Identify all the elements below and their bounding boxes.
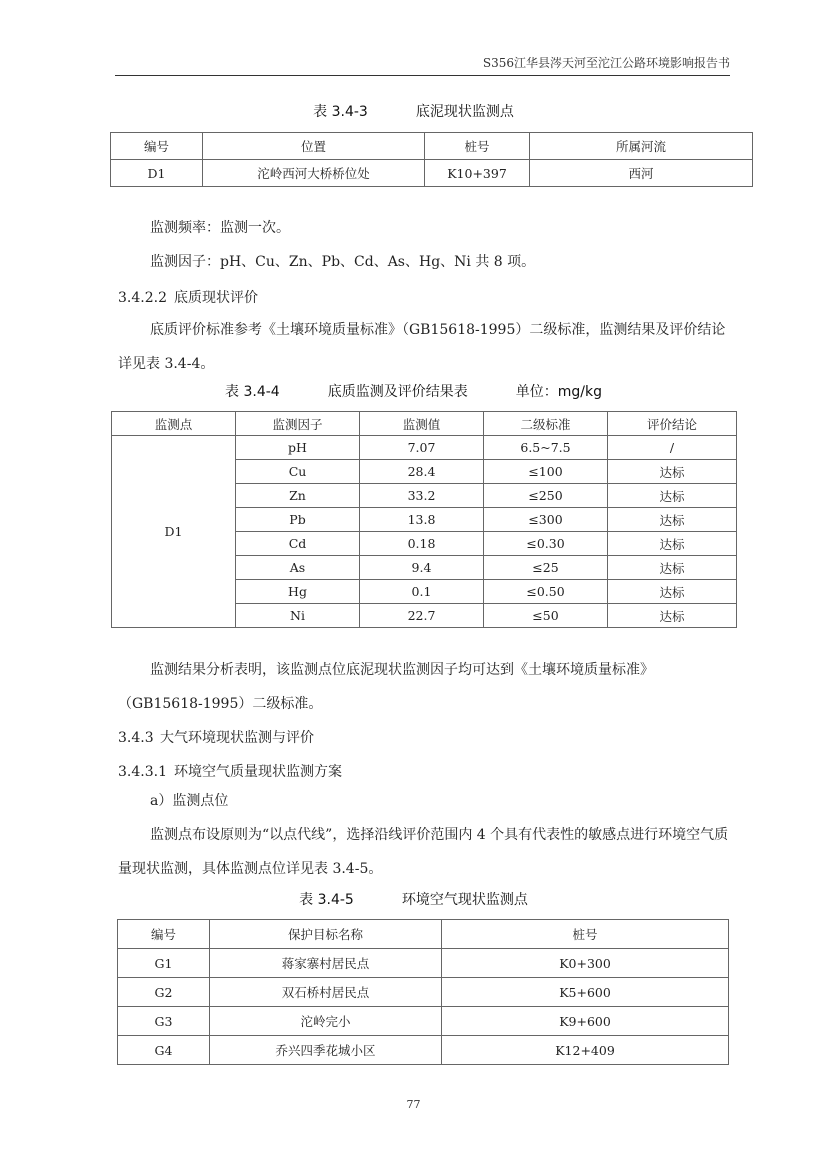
cell: K9+600 xyxy=(442,1007,729,1036)
cell: G1 xyxy=(118,949,210,978)
cell: K0+300 xyxy=(442,949,729,978)
caption-number: 表 3.4-5 xyxy=(299,892,354,908)
paragraph-frequency: 监测频率：监测一次。 xyxy=(150,220,290,236)
caption-title: 底质监测及评价结果表 xyxy=(327,384,468,400)
paragraph-evaluation-standard: 底质评价标准参考《土壤环境质量标准》（GB15618-1995）二级标准，监测结果及评价结论详见表 3.4-4。 xyxy=(118,322,726,372)
cell: 7.07 xyxy=(360,436,484,460)
cell: ≤0.30 xyxy=(484,532,608,556)
table-3-4-4 xyxy=(111,411,737,628)
cell: Pb xyxy=(236,508,360,532)
cell: 达标 xyxy=(608,604,737,628)
caption-title: 底泥现状监测点 xyxy=(415,104,514,120)
cell: 0.18 xyxy=(360,532,484,556)
paragraph-analysis-result: 监测结果分析表明，该监测点位底泥现状监测因子均可达到《土壤环境质量标准》（GB15618-1995）二级标准。 xyxy=(118,662,654,712)
table-row xyxy=(118,1007,729,1036)
table-row xyxy=(112,436,737,460)
cell: 33.2 xyxy=(360,484,484,508)
header-cell: 保护目标名称 xyxy=(210,920,442,949)
subheading-monitoring-points: a）监测点位 xyxy=(150,793,229,809)
header-rule xyxy=(115,75,730,76)
section-number: 3.4.2.2 xyxy=(118,290,167,306)
cell: ≤250 xyxy=(484,484,608,508)
header-cell: 编号 xyxy=(118,920,210,949)
cell: Ni xyxy=(236,604,360,628)
caption-number: 表 3.4-3 xyxy=(313,104,368,120)
cell: 达标 xyxy=(608,484,737,508)
table-header-row xyxy=(111,133,753,160)
cell: Cd xyxy=(236,532,360,556)
cell: 蒋家寨村居民点 xyxy=(210,949,442,978)
header-cell: 评价结论 xyxy=(608,412,737,436)
cell: As xyxy=(236,556,360,580)
cell: ≤300 xyxy=(484,508,608,532)
table-3-4-3 xyxy=(110,132,753,187)
header-cell: 所属河流 xyxy=(530,133,753,160)
header-cell: 监测值 xyxy=(360,412,484,436)
cell: 沱岭完小 xyxy=(210,1007,442,1036)
cell: ≤50 xyxy=(484,604,608,628)
header-cell: 二级标准 xyxy=(484,412,608,436)
cell: K12+409 xyxy=(442,1036,729,1065)
section-number: 3.4.3 xyxy=(118,730,154,746)
table-row xyxy=(111,160,753,187)
cell: 28.4 xyxy=(360,460,484,484)
header-cell: 桩号 xyxy=(442,920,729,949)
table-row xyxy=(118,949,729,978)
header-cell: 位置 xyxy=(203,133,425,160)
table-row xyxy=(118,978,729,1007)
section-heading-3-4-3 xyxy=(118,727,314,747)
cell: G4 xyxy=(118,1036,210,1065)
table-3-4-3-caption xyxy=(0,101,827,121)
cell: ≤0.50 xyxy=(484,580,608,604)
paragraph-factors: 监测因子：pH、Cu、Zn、Pb、Cd、As、Hg、Ni 共 8 项。 xyxy=(150,254,536,270)
cell: K5+600 xyxy=(442,978,729,1007)
table-header-row xyxy=(112,412,737,436)
caption-unit: 单位：mg/kg xyxy=(515,384,602,400)
cell: Cu xyxy=(236,460,360,484)
cell: 6.5~7.5 xyxy=(484,436,608,460)
table-row xyxy=(118,1036,729,1065)
table-3-4-5 xyxy=(117,919,729,1065)
cell: 9.4 xyxy=(360,556,484,580)
page-number: 77 xyxy=(406,1098,421,1111)
cell: G3 xyxy=(118,1007,210,1036)
cell: K10+397 xyxy=(425,160,530,187)
cell: 22.7 xyxy=(360,604,484,628)
table-3-4-4-caption xyxy=(0,381,827,401)
cell: ≤100 xyxy=(484,460,608,484)
section-number: 3.4.3.1 xyxy=(118,764,167,780)
cell: / xyxy=(608,436,737,460)
cell: 达标 xyxy=(608,532,737,556)
cell: Zn xyxy=(236,484,360,508)
cell: 13.8 xyxy=(360,508,484,532)
section-title: 大气环境现状监测与评价 xyxy=(160,730,314,746)
cell: 0.1 xyxy=(360,580,484,604)
section-title: 底质现状评价 xyxy=(174,290,258,306)
caption-title: 环境空气现状监测点 xyxy=(401,892,528,908)
cell: 达标 xyxy=(608,556,737,580)
table-header-row xyxy=(118,920,729,949)
cell: 达标 xyxy=(608,580,737,604)
cell: D1 xyxy=(111,160,203,187)
cell: 沱岭西河大桥桥位处 xyxy=(203,160,425,187)
cell: 西河 xyxy=(530,160,753,187)
station-cell: D1 xyxy=(112,436,236,628)
cell: 达标 xyxy=(608,508,737,532)
header-cell: 编号 xyxy=(111,133,203,160)
cell: 双石桥村居民点 xyxy=(210,978,442,1007)
cell: ≤25 xyxy=(484,556,608,580)
header-cell: 桩号 xyxy=(425,133,530,160)
header-cell: 监测点 xyxy=(112,412,236,436)
table-3-4-5-caption xyxy=(0,889,827,909)
caption-number: 表 3.4-4 xyxy=(225,384,280,400)
cell: pH xyxy=(236,436,360,460)
section-heading-3-4-3-1 xyxy=(118,761,342,781)
cell: Hg xyxy=(236,580,360,604)
section-title: 环境空气质量现状监测方案 xyxy=(174,764,342,780)
header-cell: 监测因子 xyxy=(236,412,360,436)
cell: G2 xyxy=(118,978,210,1007)
cell: 乔兴四季花城小区 xyxy=(210,1036,442,1065)
cell: 达标 xyxy=(608,460,737,484)
running-header: S356江华县涔天河至沱江公路环境影响报告书 xyxy=(482,56,730,70)
paragraph-layout-principle: 监测点布设原则为“以点代线”，选择沿线评价范围内 4 个具有代表性的敏感点进行环境空气质量现状监测，具体监测点位详见表 3.4-5。 xyxy=(118,827,729,877)
section-heading-3-4-2-2 xyxy=(118,287,258,307)
